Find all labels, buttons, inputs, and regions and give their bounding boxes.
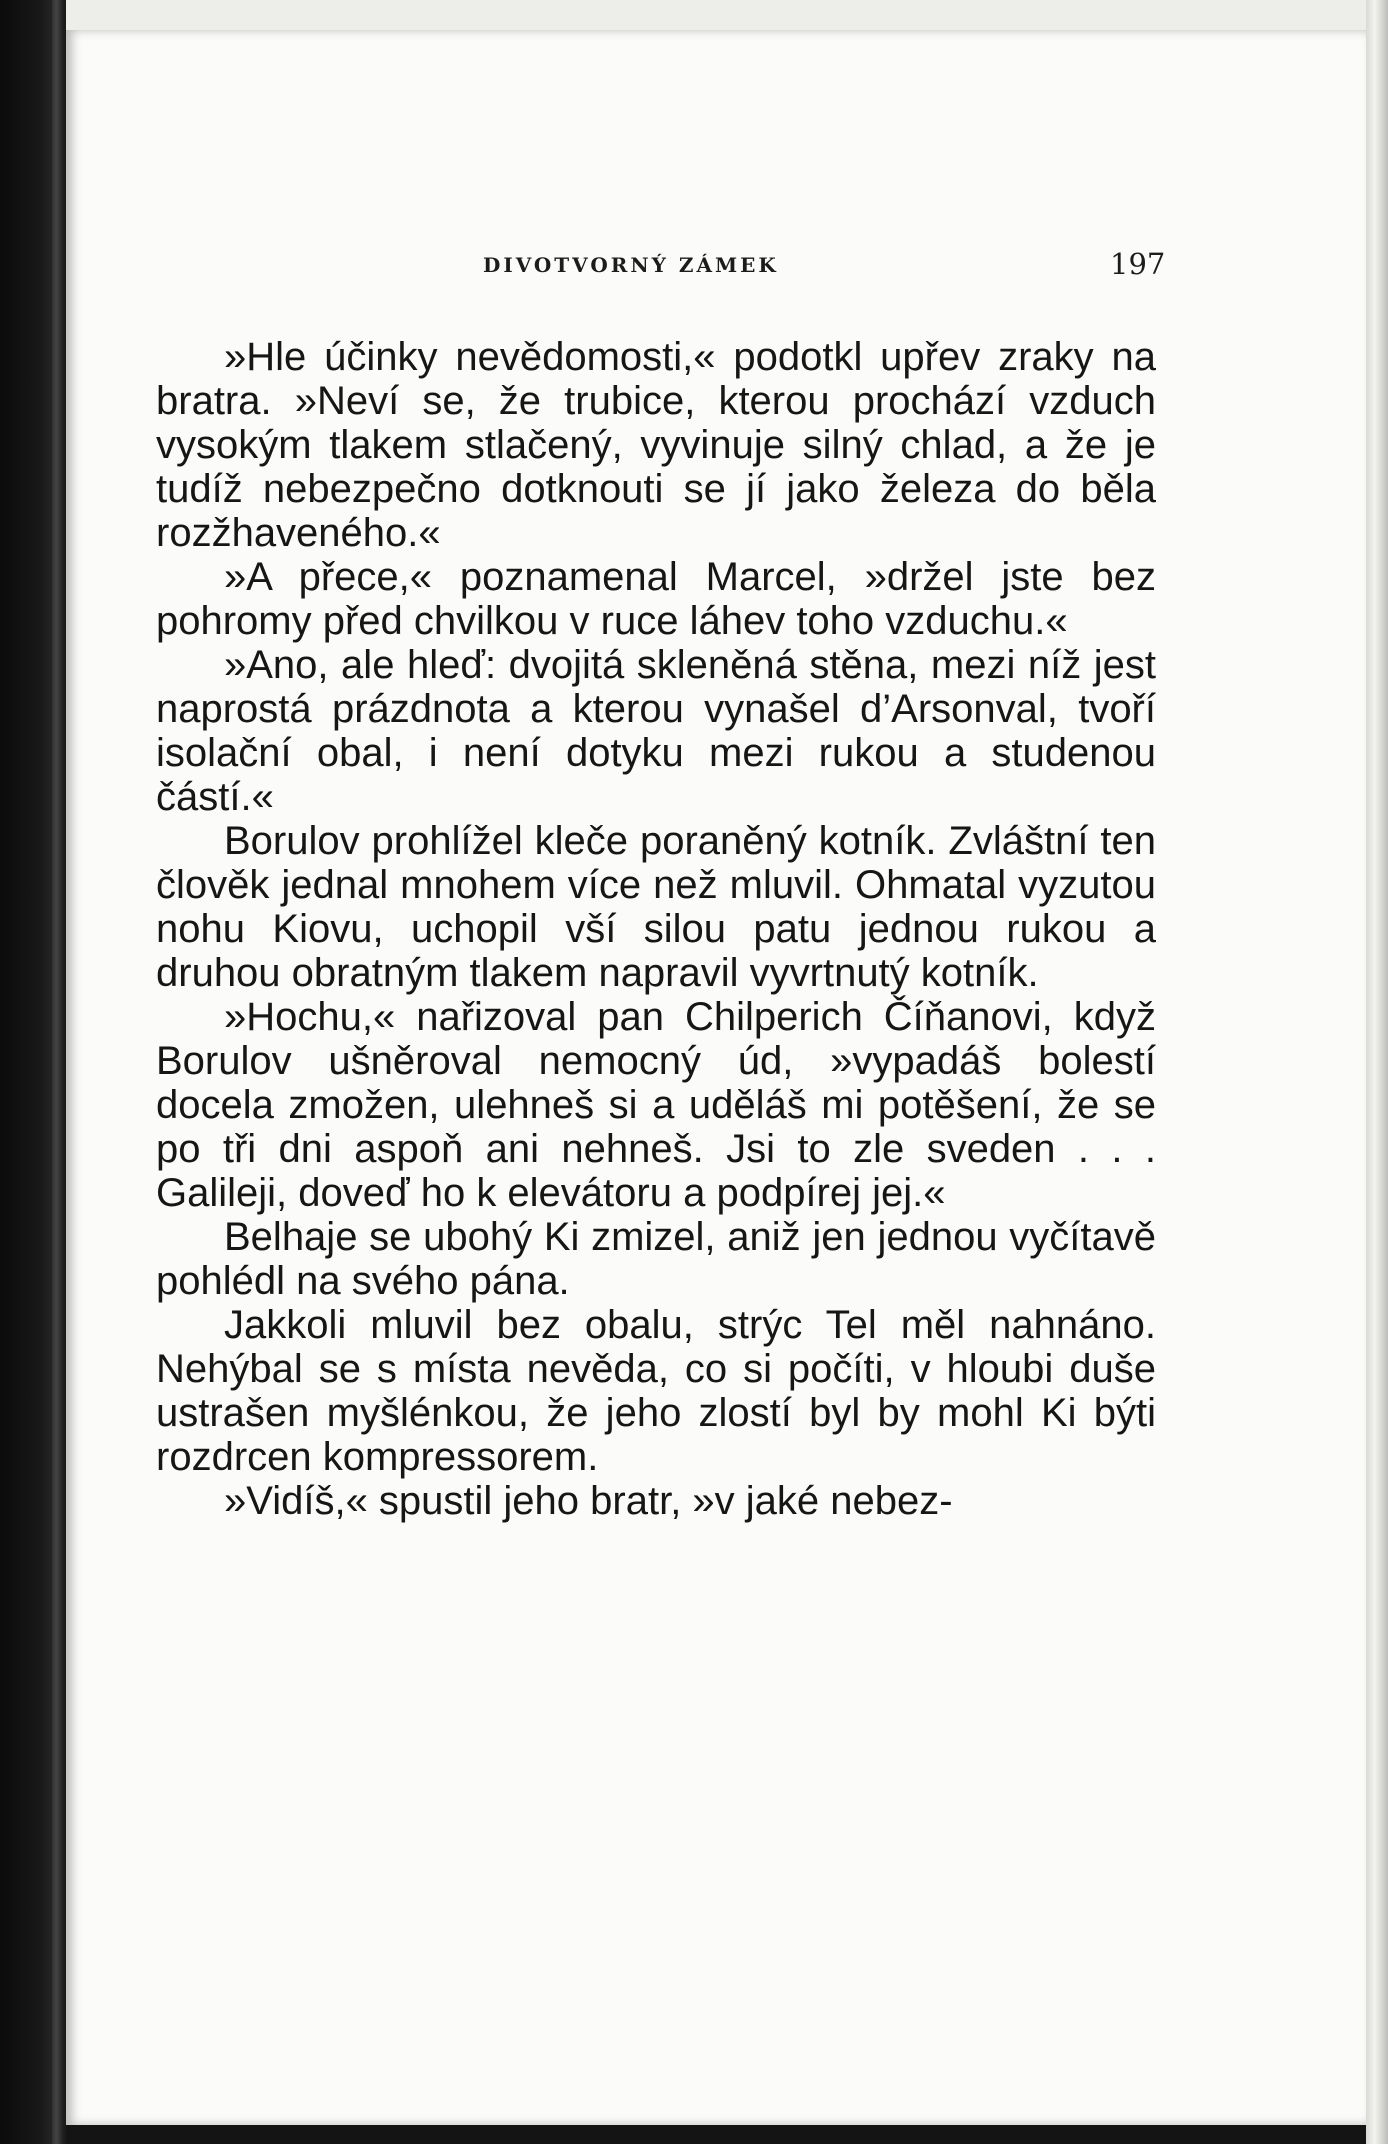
paragraph: »A přece,« poznamenal Marcel, »držel jste bez pohromy před chvilkou v ruce láhev toho vzduchu.« [156,555,1156,643]
running-title: DIVOTVORNÝ ZÁMEK [483,253,779,277]
book-page [66,30,1366,2125]
page-bottom-edge [66,2125,1366,2144]
page-header [66,245,1366,285]
paragraph: »Hle účinky nevědomosti,« podotkl upřev zraky na bratra. »Neví se, že trubice, kterou prochází vzduch vysokým tlakem stlačený, vyvinuje silný chlad, a že je tudíž nebezpečno dotknouti se jí jako železa do běla rozžhaveného.« [156,335,1156,555]
book-gutter [52,0,62,2144]
page-top-edge [66,0,1388,30]
page-number: 197 [1110,247,1166,281]
page-right-edge [1366,0,1388,2144]
paragraph: Jakkoli mluvil bez obalu, strýc Tel měl nahnáno. Nehýbal se s místa nevěda, co si počíti, v hloubi duše ustrašen myšlénkou, že jeho zlostí byl by mohl Ki býti rozdrcen kompressorem. [156,1303,1156,1479]
paragraph: Belhaje se ubohý Ki zmizel, aniž jen jednou vyčítavě pohlédl na svého pána. [156,1215,1156,1303]
paragraph: Borulov prohlížel kleče poraněný kotník. Zvláštní ten člověk jednal mnohem více než mluvil. Ohmatal vyzutou nohu Kiovu, uchopil vší silou patu jednou rukou a druhou obratným tlakem napravil vyvrtnutý kotník. [156,819,1156,995]
paragraph: »Vidíš,« spustil jeho bratr, »v jaké nebez- [224,1479,953,1523]
body-text [156,335,1156,1523]
paragraph: »Hochu,« nařizoval pan Chilperich Číňanovi, když Borulov ušněroval nemocný úd, »vypadáš bolestí docela zmožen, ulehneš si a uděláš mi potěšení, že se po tři dni aspoň ani nehneš. Jsi to zle sveden . . . Galileji, doveď ho k elevátoru a podpírej jej.« [156,995,1156,1215]
paragraph: »Ano, ale hleď: dvojitá skleněná stěna, mezi níž jest naprostá prázdnota a kterou vynašel d’Arsonval, tvoří isolační obal, i není dotyku mezi rukou a studenou částí.« [156,643,1156,819]
